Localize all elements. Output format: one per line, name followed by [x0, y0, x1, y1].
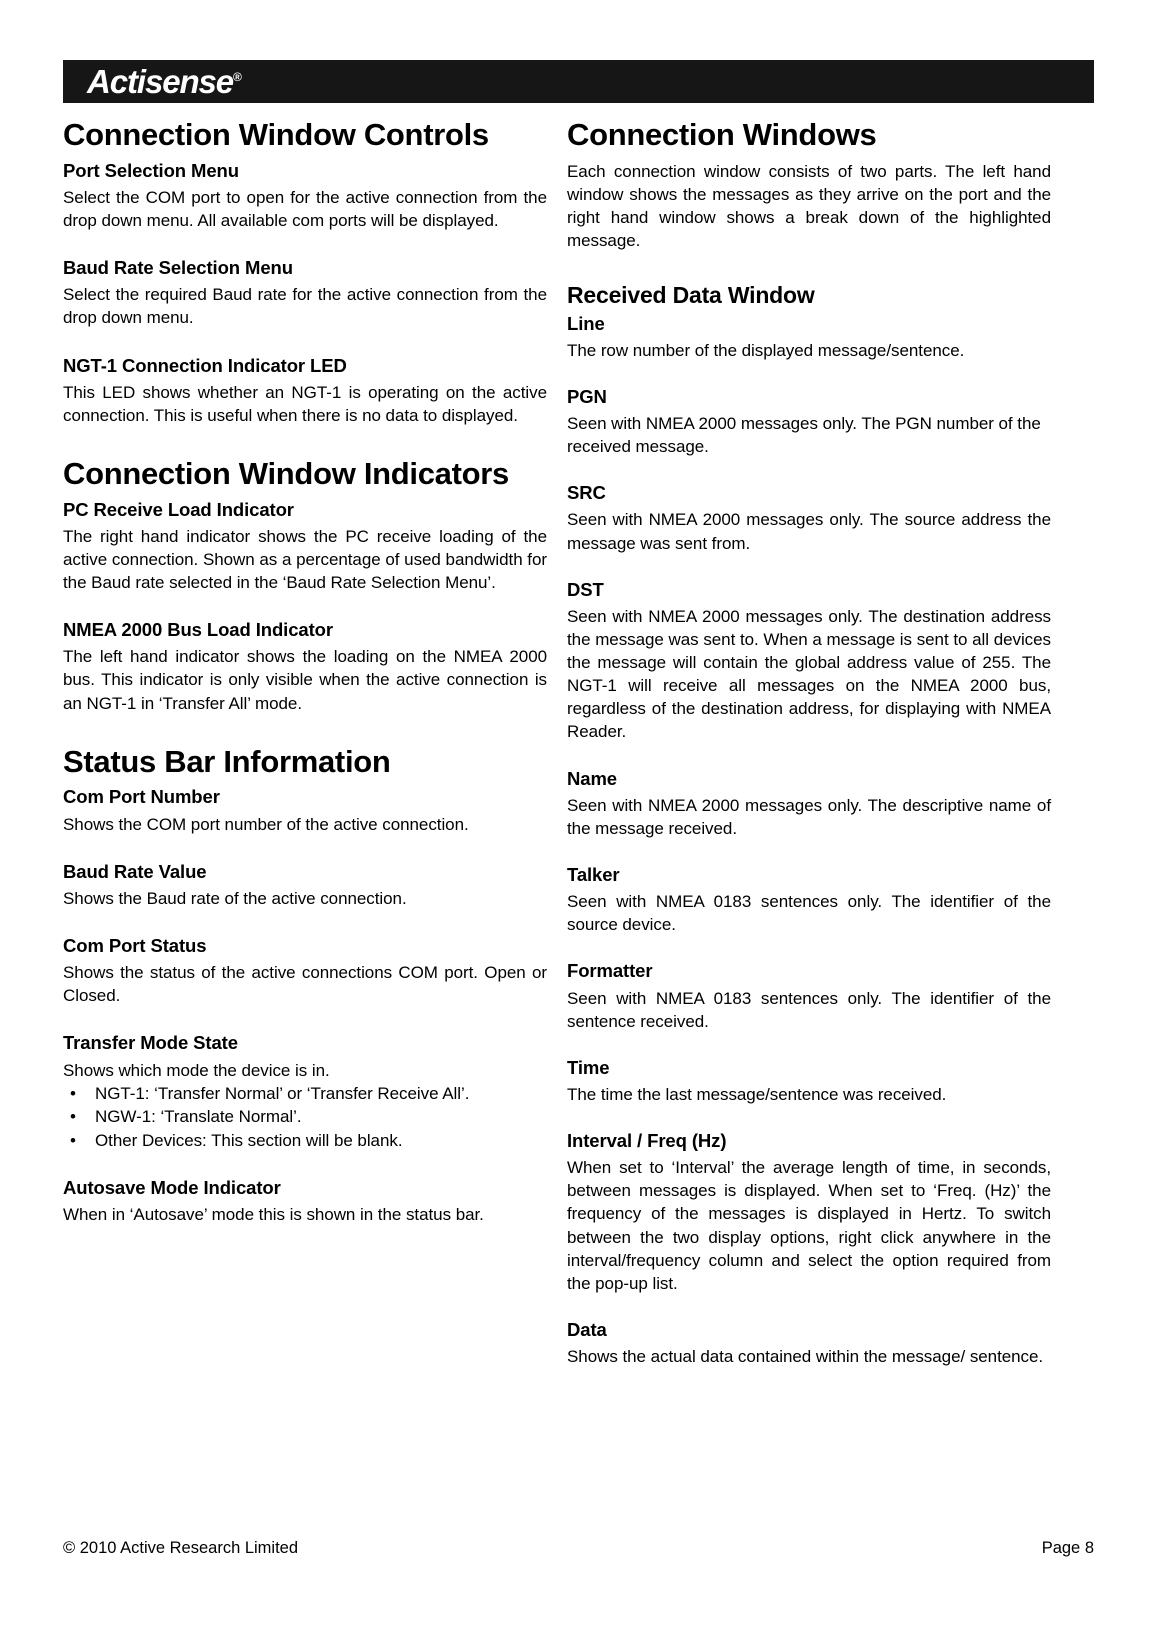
- body-name: Seen with NMEA 2000 messages only. The descriptive name of the message received.: [567, 795, 1051, 838]
- body-connection-windows-intro: Each connection window consists of two parts. The left hand window shows the messages as they arrive on the port and the right hand window shows a break down of the highlighted message.: [567, 161, 1051, 251]
- section-connection-windows: [567, 118, 1051, 252]
- right-column: [567, 118, 1051, 1392]
- heading-pc-receive-load-indicator: PC Receive Load Indicator: [63, 498, 294, 520]
- body-talker: Seen with NMEA 0183 sentences only. The identifier of the source device.: [567, 892, 1051, 935]
- list-item: [63, 1082, 547, 1105]
- body-dst: Seen with NMEA 2000 messages only. The destination address the message was sent to. When a message is sent to all devices the message will contain the global address value of 255. The NGT-1 will receive all messages on the NMEA 2000 bus, regardless of the destination address, for displaying with NMEA Reader.: [567, 606, 1051, 742]
- subsection-time: [567, 1057, 1051, 1106]
- subsection-autosave-mode-indicator: [63, 1177, 547, 1226]
- heading-connection-window-indicators: Connection Window Indicators: [63, 455, 509, 491]
- subsection-com-port-status: [63, 935, 547, 1007]
- body-port-selection-menu: Select the COM port to open for the active connection from the drop down menu. All available com ports will be displayed.: [63, 187, 547, 231]
- subsection-ngt1-connection-indicator-led: [63, 355, 547, 427]
- subsection-dst: [567, 579, 1051, 744]
- subsection-pgn: [567, 386, 1051, 458]
- body-baud-rate-value: Shows the Baud rate of the active connection.: [63, 888, 407, 908]
- subsection-talker: [567, 864, 1051, 936]
- heading-formatter: Formatter: [567, 960, 653, 982]
- body-interval-freq-hz: When set to ‘Interval’ the average length of time, in seconds, between messages is displayed. When set to ‘Freq. (Hz)’ the frequency of the messages is displayed in Hertz. To switch between the two display options, right click anywhere in the interval/frequency column and select the option required from the pop-up list.: [567, 1158, 1051, 1293]
- heading-received-data-window: Received Data Window: [567, 282, 815, 309]
- left-column: [63, 118, 547, 1251]
- heading-transfer-mode-state: Transfer Mode State: [63, 1032, 238, 1054]
- heading-name: Name: [567, 767, 617, 789]
- heading-port-selection-menu: Port Selection Menu: [63, 159, 239, 181]
- bullet-icon: •: [70, 1083, 76, 1103]
- heading-dst: DST: [567, 578, 604, 600]
- heading-pgn: PGN: [567, 385, 607, 407]
- body-time: The time the last message/sentence was received.: [567, 1084, 947, 1104]
- heading-com-port-number: Com Port Number: [63, 786, 220, 808]
- page-title: Connection Windows: [567, 117, 877, 152]
- subsection-port-selection-menu: [63, 160, 547, 232]
- body-data: Shows the actual data contained within the message/ sentence.: [567, 1347, 1044, 1367]
- footer-page-number: Page 8: [1041, 1539, 1094, 1557]
- body-transfer-mode-state: Shows which mode the device is in.: [63, 1060, 330, 1080]
- subsection-src: [567, 482, 1051, 554]
- actisense-logo: [87, 62, 242, 100]
- heading-baud-rate-value: Baud Rate Value: [63, 860, 207, 882]
- bullet-icon: •: [70, 1107, 76, 1127]
- body-com-port-status: Shows the status of the active connections COM port. Open or Closed.: [63, 963, 547, 1006]
- subsection-formatter: [567, 960, 1051, 1032]
- body-pgn: Seen with NMEA 2000 messages only. The PGN number of the received message.: [567, 414, 1041, 457]
- body-formatter: Seen with NMEA 0183 sentences only. The identifier of the sentence received.: [567, 988, 1051, 1031]
- heading-src: SRC: [567, 482, 606, 504]
- subsection-transfer-mode-state: [63, 1032, 547, 1152]
- body-autosave-mode-indicator: When in ‘Autosave’ mode this is shown in the status bar.: [63, 1205, 484, 1225]
- body-line: The row number of the displayed message/sentence.: [567, 340, 965, 360]
- heading-com-port-status: Com Port Status: [63, 935, 207, 956]
- list-item: [63, 1129, 547, 1152]
- subsection-line: [567, 313, 1051, 362]
- list-item: [63, 1105, 547, 1128]
- list-item-label: NGT-1: ‘Transfer Normal’ or ‘Transfer Receive All’.: [95, 1083, 470, 1103]
- heading-time: Time: [567, 1056, 610, 1078]
- bullet-icon: •: [70, 1130, 76, 1150]
- body-nmea-2000-bus-load-indicator: The left hand indicator shows the loading on the NMEA 2000 bus. This indicator is only visible when the active connection is an NGT-1 in ‘Transfer All’ mode.: [63, 647, 547, 713]
- body-pc-receive-load-indicator: The right hand indicator shows the PC receive loading of the active connection. Shown as a percentage of used bandwidth for the Baud rate selected in the ‘Baud Rate Selection Menu’.: [63, 526, 547, 593]
- registered-trademark-icon: ®: [233, 69, 242, 84]
- transfer-mode-state-list: [63, 1082, 547, 1152]
- heading-ngt1-connection-indicator-led: NGT-1 Connection Indicator LED: [63, 354, 347, 376]
- subsection-interval-freq-hz: [567, 1130, 1051, 1295]
- subsection-name: [567, 768, 1051, 840]
- body-ngt1-connection-indicator-led: This LED shows whether an NGT-1 is operating on the active connection. This is useful when there is no data to displayed.: [63, 382, 547, 425]
- heading-autosave-mode-indicator: Autosave Mode Indicator: [63, 1177, 281, 1199]
- heading-interval-freq-hz: Interval / Freq (Hz): [567, 1130, 727, 1152]
- list-item-label: Other Devices: This section will be blank.: [95, 1130, 403, 1150]
- subsection-data: [567, 1319, 1051, 1368]
- body-com-port-number: Shows the COM port number of the active connection.: [63, 814, 469, 834]
- body-src: Seen with NMEA 2000 messages only. The source address the message was sent from.: [567, 510, 1051, 553]
- heading-status-bar-information: Status Bar Information: [63, 743, 391, 779]
- heading-connection-window-controls: Connection Window Controls: [63, 117, 489, 152]
- section-status-bar-information: [63, 745, 547, 1227]
- list-item-label: NGW-1: ‘Translate Normal’.: [95, 1107, 302, 1127]
- subsection-com-port-number: [63, 786, 547, 835]
- heading-line: Line: [567, 312, 605, 334]
- subsection-pc-receive-load-indicator: [63, 499, 547, 595]
- body-baud-rate-selection-menu: Select the required Baud rate for the active connection from the drop down menu.: [63, 285, 547, 328]
- header-banner: [63, 60, 1094, 103]
- heading-nmea-2000-bus-load-indicator: NMEA 2000 Bus Load Indicator: [63, 619, 333, 641]
- section-connection-window-controls: [63, 118, 547, 427]
- heading-baud-rate-selection-menu: Baud Rate Selection Menu: [63, 257, 293, 279]
- subsection-baud-rate-selection-menu: [63, 257, 547, 329]
- section-received-data-window: [567, 282, 1051, 1368]
- heading-talker: Talker: [567, 863, 620, 885]
- heading-data: Data: [567, 1318, 607, 1340]
- subsection-nmea-2000-bus-load-indicator: [63, 619, 547, 715]
- section-connection-window-indicators: [63, 457, 547, 715]
- logo-wordmark: Actisense: [87, 62, 234, 100]
- subsection-baud-rate-value: [63, 861, 547, 910]
- footer-copyright: © 2010 Active Research Limited: [63, 1539, 299, 1557]
